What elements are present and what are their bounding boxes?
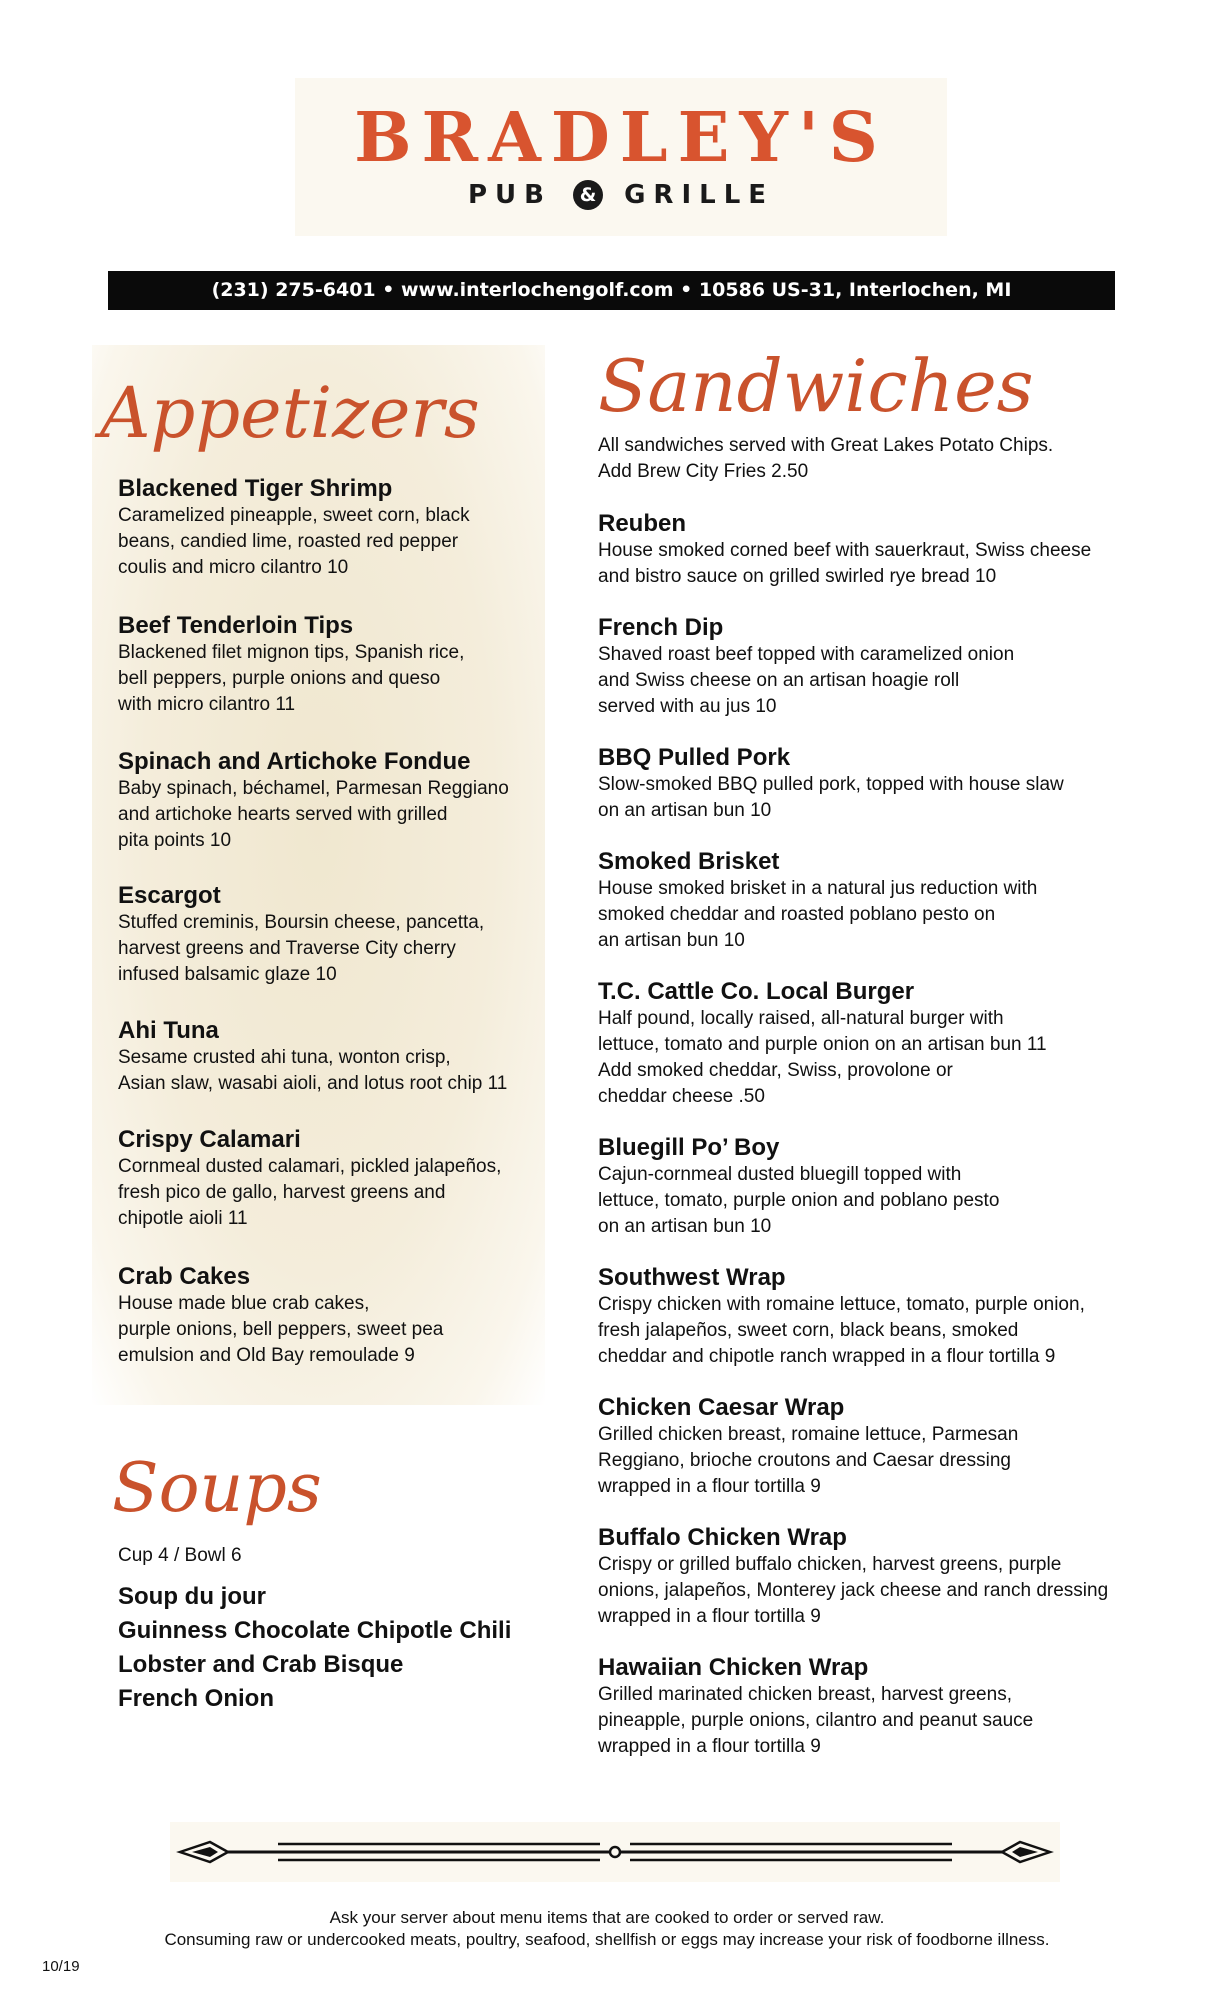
list-item: Guinness Chocolate Chipotle Chili bbox=[118, 1617, 512, 1644]
item-desc-line: Crispy chicken with romaine lettuce, tomato, purple onion, bbox=[598, 1294, 1085, 1315]
item-desc-line: with micro cilantro 11 bbox=[118, 694, 296, 715]
item-name: Crispy Calamari bbox=[118, 1126, 301, 1153]
item-desc-line: harvest greens and Traverse City cherry bbox=[118, 938, 456, 959]
version-code: 10/19 bbox=[42, 1958, 80, 1975]
item-desc-line: House made blue crab cakes, bbox=[118, 1293, 370, 1314]
item-name: Blackened Tiger Shrimp bbox=[118, 475, 393, 502]
item-name: French Dip bbox=[598, 614, 724, 641]
list-item: Soup du jour bbox=[118, 1583, 266, 1610]
logo-sub-right: GRILLE bbox=[624, 180, 775, 210]
item-name: Hawaiian Chicken Wrap bbox=[598, 1654, 869, 1681]
item-desc-line: infused balsamic glaze 10 bbox=[118, 964, 337, 985]
item-desc-line: Add smoked cheddar, Swiss, provolone or bbox=[598, 1060, 953, 1081]
item-desc-line: cheddar and chipotle ranch wrapped in a flour tortilla 9 bbox=[598, 1346, 1056, 1367]
item-desc-line: wrapped in a flour tortilla 9 bbox=[598, 1736, 821, 1757]
logo-name: BRADLEY'S bbox=[354, 98, 888, 178]
item-desc-line: wrapped in a flour tortilla 9 bbox=[598, 1606, 821, 1627]
menu-item bbox=[598, 978, 1138, 1110]
soup-price: Cup 4 / Bowl 6 bbox=[118, 1545, 242, 1566]
menu-item bbox=[598, 1134, 1138, 1240]
item-name: Spinach and Artichoke Fondue bbox=[118, 748, 471, 775]
item-desc-line: lettuce, tomato, purple onion and poblano pesto bbox=[598, 1190, 1000, 1211]
item-desc-line: an artisan bun 10 bbox=[598, 930, 745, 951]
item-name: T.C. Cattle Co. Local Burger bbox=[598, 978, 915, 1005]
menu-item bbox=[118, 475, 538, 581]
item-desc-line: beans, candied lime, roasted red pepper bbox=[118, 531, 459, 552]
contact-bar: (231) 275-6401 • www.interlochengolf.com • 10586 US-31, Interlochen, MI bbox=[108, 271, 1115, 310]
item-desc-line: onions, jalapeños, Monterey jack cheese and ranch dressing bbox=[598, 1580, 1109, 1601]
menu-item bbox=[118, 1017, 548, 1097]
footer-note-1: Ask your server about menu items that are cooked to order or served raw. bbox=[329, 1908, 885, 1927]
menu-item bbox=[598, 510, 1138, 590]
item-name: Reuben bbox=[598, 510, 687, 537]
item-desc-line: lettuce, tomato and purple onion on an artisan bun 11 bbox=[598, 1034, 1047, 1055]
item-desc-line: Grilled marinated chicken breast, harvest greens, bbox=[598, 1684, 1012, 1705]
item-desc-line: and artichoke hearts served with grilled bbox=[118, 804, 448, 825]
item-desc-line: Reggiano, brioche croutons and Caesar dressing bbox=[598, 1450, 1011, 1471]
item-desc-line: served with au jus 10 bbox=[598, 696, 777, 717]
item-desc-line: smoked cheddar and roasted poblano pesto on bbox=[598, 904, 996, 925]
item-desc-line: bell peppers, purple onions and queso bbox=[118, 668, 441, 689]
ornamental-divider bbox=[170, 1822, 1060, 1882]
list-item: French Onion bbox=[118, 1685, 274, 1712]
item-desc-line: coulis and micro cilantro 10 bbox=[118, 557, 349, 578]
logo bbox=[295, 78, 947, 236]
item-desc-line: pineapple, purple onions, cilantro and peanut sauce bbox=[598, 1710, 1034, 1731]
soup-list bbox=[118, 1580, 511, 1716]
item-desc-line: Asian slaw, wasabi aioli, and lotus root chip 11 bbox=[118, 1073, 508, 1094]
menu-item bbox=[118, 1263, 538, 1369]
list-item: Lobster and Crab Bisque bbox=[118, 1651, 404, 1678]
item-desc-line: chipotle aioli 11 bbox=[118, 1208, 248, 1229]
appetizers-heading: Appetizers bbox=[100, 372, 480, 454]
item-desc-line: Shaved roast beef topped with caramelized onion bbox=[598, 644, 1015, 665]
footer-note-2: Consuming raw or undercooked meats, poultry, seafood, shellfish or eggs may increase your risk of foodborne illness. bbox=[164, 1930, 1050, 1949]
item-desc-line: Grilled chicken breast, romaine lettuce, Parmesan bbox=[598, 1424, 1019, 1445]
soups-heading: Soups bbox=[112, 1449, 322, 1528]
item-desc-line: fresh jalapeños, sweet corn, black beans, smoked bbox=[598, 1320, 1019, 1341]
sandwiches-intro bbox=[598, 433, 1053, 485]
item-desc-line: Sesame crusted ahi tuna, wonton crisp, bbox=[118, 1047, 451, 1068]
sandwiches-heading: Sandwiches bbox=[598, 344, 1034, 428]
item-name: Southwest Wrap bbox=[598, 1264, 786, 1291]
item-desc-line: on an artisan bun 10 bbox=[598, 1216, 772, 1237]
item-desc-line: Half pound, locally raised, all-natural burger with bbox=[598, 1008, 1004, 1029]
item-desc-line: cheddar cheese .50 bbox=[598, 1086, 765, 1107]
item-desc-line: fresh pico de gallo, harvest greens and bbox=[118, 1182, 446, 1203]
menu-item bbox=[118, 1126, 538, 1232]
menu-item bbox=[598, 1264, 1158, 1370]
item-desc-line: Stuffed creminis, Boursin cheese, pancetta, bbox=[118, 912, 485, 933]
intro-line: All sandwiches served with Great Lakes Potato Chips. bbox=[598, 435, 1054, 456]
menu-item bbox=[118, 882, 538, 988]
item-desc-line: purple onions, bell peppers, sweet pea bbox=[118, 1319, 444, 1340]
menu-item bbox=[598, 744, 1138, 824]
item-desc-line: Cajun-cornmeal dusted bluegill topped with bbox=[598, 1164, 962, 1185]
item-desc-line: Blackened filet mignon tips, Spanish rice, bbox=[118, 642, 465, 663]
item-desc-line: Crispy or grilled buffalo chicken, harvest greens, purple bbox=[598, 1554, 1062, 1575]
item-desc-line: Caramelized pineapple, sweet corn, black bbox=[118, 505, 470, 526]
item-desc-line: House smoked brisket in a natural jus reduction with bbox=[598, 878, 1038, 899]
intro-line: Add Brew City Fries 2.50 bbox=[598, 461, 809, 482]
item-desc-line: Cornmeal dusted calamari, pickled jalapeños, bbox=[118, 1156, 502, 1177]
item-desc-line: and Swiss cheese on an artisan hoagie roll bbox=[598, 670, 960, 691]
item-name: Ahi Tuna bbox=[118, 1017, 219, 1044]
item-desc-line: and bistro sauce on grilled swirled rye bread 10 bbox=[598, 566, 997, 587]
logo-subtitle bbox=[295, 180, 947, 210]
divider-ornament-icon bbox=[170, 1822, 1060, 1882]
logo-sub-left: PUB bbox=[467, 180, 552, 210]
item-name: Beef Tenderloin Tips bbox=[118, 612, 354, 639]
item-desc-line: House smoked corned beef with sauerkraut, Swiss cheese bbox=[598, 540, 1092, 561]
item-name: Chicken Caesar Wrap bbox=[598, 1394, 845, 1421]
menu-item bbox=[598, 848, 1138, 954]
menu-item bbox=[598, 614, 1138, 720]
item-name: BBQ Pulled Pork bbox=[598, 744, 791, 771]
menu-item bbox=[598, 1394, 1138, 1500]
item-desc-line: on an artisan bun 10 bbox=[598, 800, 772, 821]
item-name: Crab Cakes bbox=[118, 1263, 251, 1290]
ampersand-icon: & bbox=[573, 180, 603, 210]
item-desc-line: wrapped in a flour tortilla 9 bbox=[598, 1476, 821, 1497]
menu-item bbox=[118, 748, 538, 854]
item-name: Escargot bbox=[118, 882, 221, 909]
item-desc-line: Baby spinach, béchamel, Parmesan Reggiano bbox=[118, 778, 509, 799]
menu-item bbox=[118, 612, 538, 718]
item-name: Smoked Brisket bbox=[598, 848, 780, 875]
item-desc-line: pita points 10 bbox=[118, 830, 232, 851]
item-name: Buffalo Chicken Wrap bbox=[598, 1524, 847, 1551]
menu-item bbox=[598, 1524, 1158, 1630]
item-desc-line: emulsion and Old Bay remoulade 9 bbox=[118, 1345, 415, 1366]
menu-item bbox=[598, 1654, 1138, 1760]
item-name: Bluegill Po’ Boy bbox=[598, 1134, 780, 1161]
item-desc-line: Slow-smoked BBQ pulled pork, topped with house slaw bbox=[598, 774, 1064, 795]
